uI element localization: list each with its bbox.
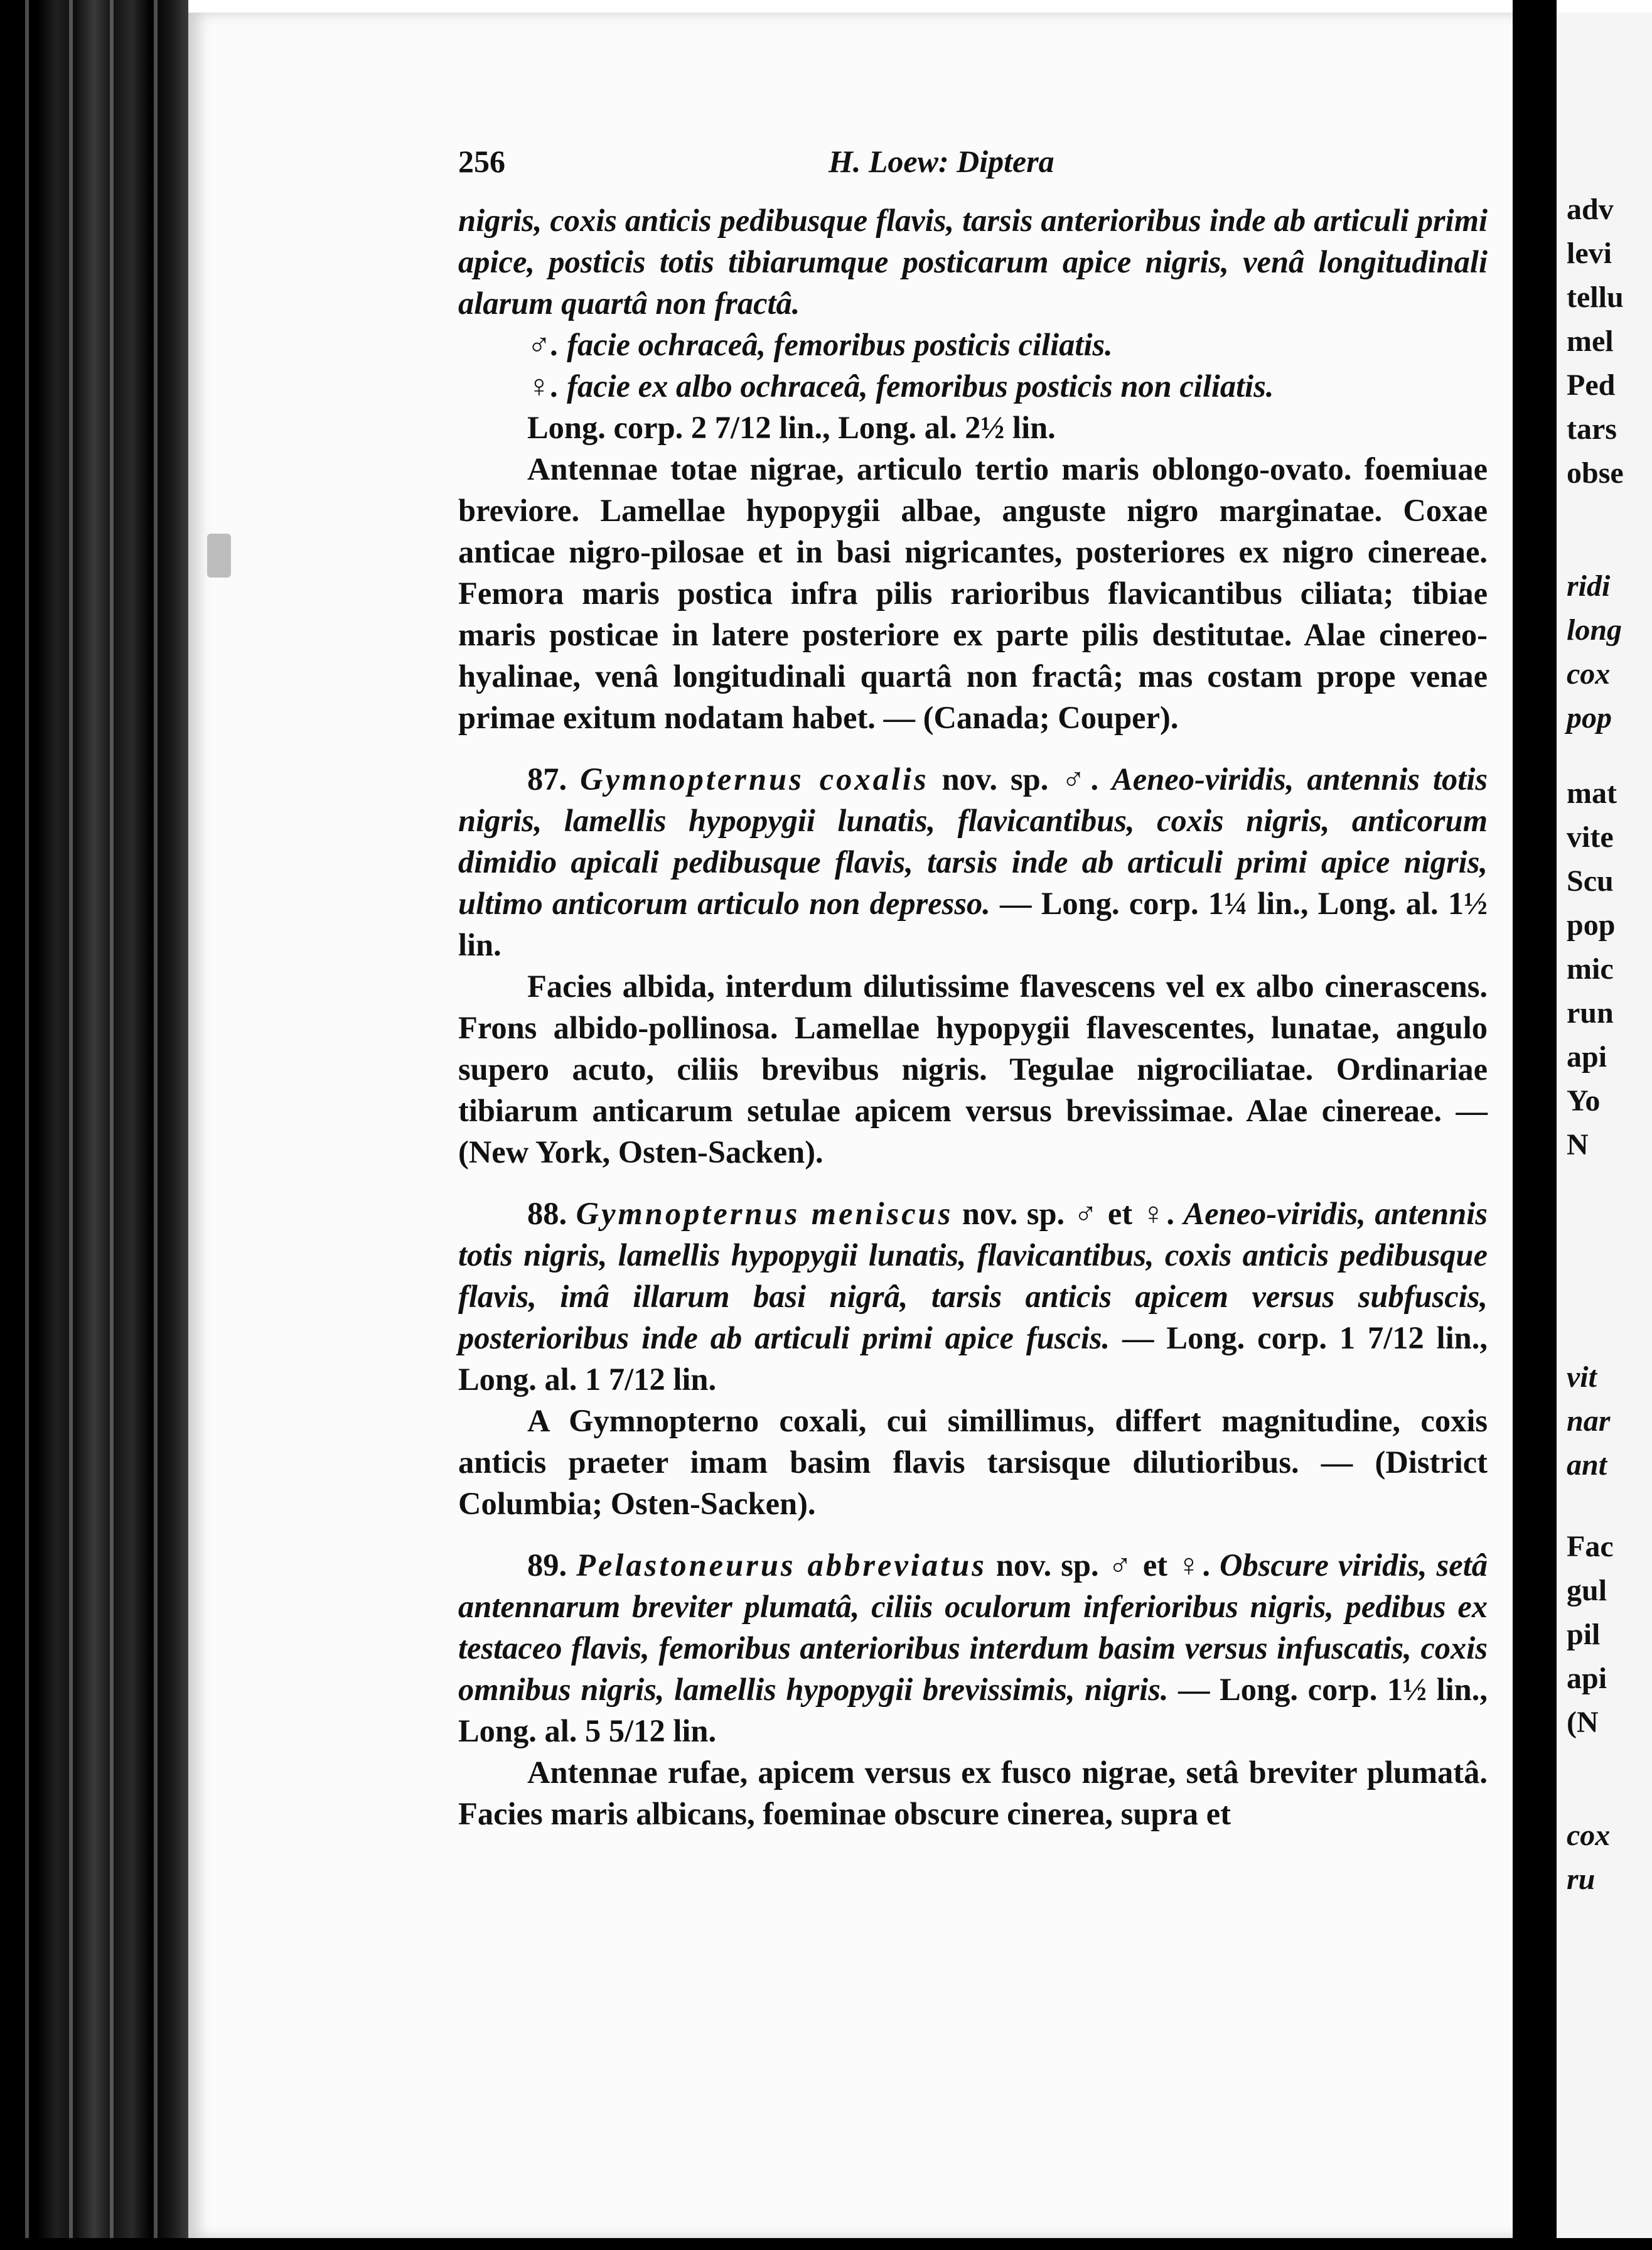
intro-description: Antennae totae nigrae, articulo tertio maris oblongo-ovato. foemiuae breviore. Lamellae hypopygii albae, anguste nigro marginatae. Coxae anticae nigro-pilosae et in basi nigricantes, posteriores ex nigro cinereae. Femora maris postica infra pilis rarioribus flavicantibus ciliata; tibiae maris posticae in latere posteriore ex parte pilis destitutae. Alae cinereo-hyalinae, venâ longitudinali quartâ non fractâ; mas costam prope venae primae exitum nodatam habet. — (Canada; Couper).	[458, 451, 1488, 735]
species-88-number: 88.	[527, 1196, 567, 1231]
page-number: 256	[458, 144, 505, 179]
page-text	[458, 200, 1488, 1834]
binding-edge-line	[69, 0, 73, 2250]
adjacent-page-fragment: pop	[1567, 701, 1612, 735]
species-87-number: 87.	[527, 762, 567, 797]
adjacent-page-fragment: long	[1567, 613, 1622, 647]
adjacent-page-fragment: N	[1567, 1128, 1589, 1161]
species-87-measurements: — Long. corp. 1¼ lin., Long. al. 1½ lin.	[458, 886, 1488, 962]
adjacent-page-fragment: cox	[1567, 657, 1611, 691]
intro-female	[458, 365, 1488, 407]
species-89-status: nov. sp. ♂ et ♀.	[995, 1548, 1211, 1583]
adjacent-page-strip	[1557, 13, 1652, 2238]
species-87-entry	[458, 758, 1488, 966]
species-87-status: nov. sp. ♂.	[941, 762, 1099, 797]
scan-bottom-edge	[0, 2238, 1652, 2250]
adjacent-page-fragment: run	[1567, 996, 1614, 1030]
intro-male-text: ♂. facie ochraceâ, femoribus posticis ciliatis.	[527, 327, 1113, 362]
adjacent-page-fragment: nar	[1567, 1404, 1611, 1438]
adjacent-page-fragment: tellu	[1567, 281, 1624, 314]
adjacent-page-fragment: mel	[1567, 325, 1614, 358]
adjacent-page-fragment: levi	[1567, 237, 1612, 270]
species-89-entry	[458, 1544, 1488, 1752]
page-gutter-right	[1513, 0, 1557, 2250]
adjacent-page-fragment: ant	[1567, 1448, 1607, 1482]
adjacent-page-fragment: mat	[1567, 777, 1617, 810]
intro-female-text: ♀. facie ex albo ochraceâ, femoribus posticis non ciliatis.	[527, 369, 1274, 404]
adjacent-page-fragment: Scu	[1567, 864, 1614, 898]
adjacent-page-fragment: mic	[1567, 952, 1614, 986]
adjacent-page-fragment: gul	[1567, 1574, 1607, 1607]
adjacent-page-fragment: (N	[1567, 1706, 1599, 1739]
binding-edge-line	[154, 0, 158, 2250]
adjacent-page-fragment: cox	[1567, 1819, 1611, 1852]
species-88-description: A Gymnopterno coxali, cui simillimus, differt magnitudine, coxis anticis praeter imam basim flavis tarsisque dilutioribus. — (District Columbia; Osten-Sacken).	[458, 1403, 1488, 1521]
species-88-status: nov. sp. ♂ et ♀.	[962, 1196, 1175, 1231]
species-89-diagnosis: Obscure viridis, setâ antennarum breviter plumatâ, ciliis oculorum inferioribus nigris, pedibus ex testaceo flavis, femoribus anterioribus interdum basim versus infuscatis, coxis omnibus nigris, lamellis hypopygii brevissimis, nigris.	[458, 1548, 1488, 1707]
adjacent-page-fragment: ridi	[1567, 569, 1611, 603]
adjacent-page-fragment: obse	[1567, 456, 1624, 490]
adjacent-page-fragment: api	[1567, 1040, 1607, 1074]
running-title: H. Loew: Diptera	[829, 144, 1054, 179]
species-87-diagnosis: Aeneo-viridis, antennis totis nigris, lamellis hypopygii lunatis, flavicantibus, coxis nigris, anticorum dimidio apicali pedibusque flavis, tarsis inde ab articuli primi apice nigris, ultimo anticorum articulo non depresso.	[458, 762, 1488, 921]
intro-diagnosis	[458, 200, 1488, 324]
species-88-measurements: — Long. corp. 1 7/12 lin., Long. al. 1 7/12 lin.	[458, 1320, 1488, 1397]
binding-edge-line	[110, 0, 114, 2250]
species-88-entry	[458, 1193, 1488, 1400]
species-88-name: Gymnopternus meniscus	[576, 1196, 953, 1231]
page-header	[458, 143, 1494, 181]
binding-edge-line	[25, 0, 29, 2250]
species-87-description: Facies albida, interdum dilutissime flavescens vel ex albo cinerascens. Frons albido-pollinosa. Lamellae hypopygii flavescentes, lunatae, angulo supero acuto, ciliis brevibus nigris. Tegulae nigrociliatae. Ordinariae tibiarum anticarum setulae apicem versus brevissimae. Alae cinereae. — (New York, Osten-Sacken).	[458, 969, 1488, 1170]
species-89-name: Pelastoneurus abbreviatus	[576, 1548, 987, 1583]
binding-notch	[207, 534, 231, 578]
intro-male	[458, 324, 1488, 365]
species-89-measurements: — Long. corp. 1½ lin., Long. al. 5 5/12 lin.	[458, 1672, 1488, 1748]
adjacent-page-fragment: tars	[1567, 412, 1617, 446]
adjacent-page-fragment: adv	[1567, 193, 1614, 226]
adjacent-page-fragment: Yo	[1567, 1084, 1601, 1117]
adjacent-page-fragment: Fac	[1567, 1530, 1614, 1563]
species-88-diagnosis: Aeneo-viridis, antennis totis nigris, lamellis hypopygii lunatis, flavicantibus, coxis anticis pedibusque flavis, imâ illarum basi nigrâ, tarsis anticis apicem versus subfuscis, posterioribus inde ab articuli primi apice fuscis.	[458, 1196, 1488, 1355]
species-89-description: Antennae rufae, apicem versus ex fusco nigrae, setâ breviter plumatâ. Facies maris albicans, foeminae obscure cinerea, supra et	[458, 1755, 1488, 1831]
adjacent-page-fragment: vite	[1567, 821, 1614, 854]
intro-measurements: Long. corp. 2 7/12 lin., Long. al. 2½ lin.	[527, 410, 1056, 445]
adjacent-page-fragment: vit	[1567, 1360, 1597, 1394]
adjacent-page-fragment: pil	[1567, 1618, 1601, 1651]
adjacent-page-fragment: ru	[1567, 1863, 1596, 1896]
intro-diagnosis-text: nigris, coxis anticis pedibusque flavis, tarsis anterioribus inde ab articuli primi apice, posticis totis tibiarumque posticarum apice nigris, venâ longitudinali alarum quartâ non fractâ.	[458, 203, 1488, 321]
species-89-number: 89.	[527, 1548, 567, 1583]
adjacent-page-fragment: Ped	[1567, 369, 1616, 402]
adjacent-page-fragment: api	[1567, 1662, 1607, 1695]
adjacent-page-fragment: pop	[1567, 908, 1616, 942]
species-87-name: Gymnopternus coxalis	[580, 762, 929, 797]
